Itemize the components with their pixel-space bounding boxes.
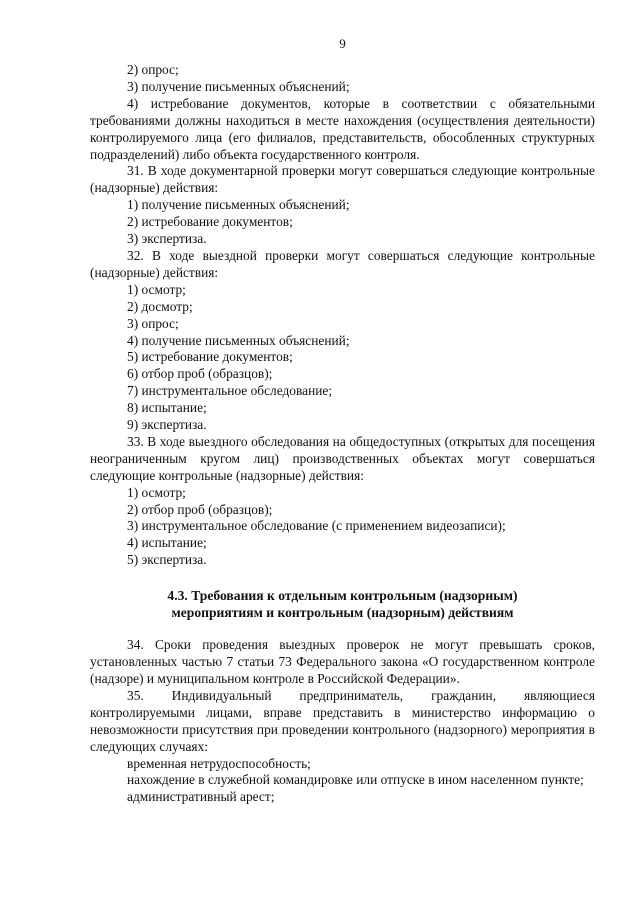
list-item: 7) инструментальное обследование; — [127, 383, 333, 399]
section-heading-line-1: 4.3. Требования к отдельным контрольным (надзорным) — [167, 588, 518, 604]
list-item: 4) истребование документов, которые в соответствии с обязательными требованиями должны находиться в месте нахождения (осуществления деятельности) контролируемого лица (его филиалов, представительств, обособленных структурных подразделений) либо объекта государственного контроля. — [90, 95, 595, 162]
list-item: 3) экспертиза. — [127, 231, 207, 247]
paragraph-34: 34. Сроки проведения выездных проверок не могут превышать сроков, установленных частью 7 статьи 73 Федерального закона «О государственном контроле (надзоре) и муниципальном контроле в Российской Федерации». — [90, 637, 595, 686]
list-item: 3) опрос; — [127, 315, 179, 331]
paragraph-33: 33. В ходе выездного обследования на общедоступных (открытых для посещения неограниченным кругом лиц) производственных объектах могут совершаться следующие контрольные (надзорные) действия: — [90, 433, 595, 483]
list-item: 2) истребование документов; — [127, 214, 293, 230]
section-heading-line-2: мероприятиям и контрольным (надзорным) действиям — [171, 605, 514, 621]
list-item: временная нетрудоспособность; — [127, 755, 311, 771]
paragraph-32: 32. В ходе выездной проверки могут совершаться следующие контрольные (надзорные) действия: — [90, 247, 595, 280]
list-item: 2) досмотр; — [127, 298, 193, 314]
paragraph-31: 31. В ходе документарной проверки могут совершаться следующие контрольные (надзорные) действия: — [90, 163, 595, 196]
list-item: 1) получение письменных объяснений; — [127, 197, 350, 213]
document-body — [90, 62, 595, 806]
list-item: 8) испытание; — [127, 400, 207, 416]
paragraph-35: 35. Индивидуальный предприниматель, гражданин, являющиеся контролируемыми лицами, вправе представить в министерство информацию о невозможности присутствия при проведении контрольного (надзорного) мероприятия в следующих случаях: — [90, 687, 595, 754]
list-item: нахождение в служебной командировке или отпуске в ином населенном пункте; — [127, 772, 584, 788]
list-item: 9) экспертиза. — [127, 417, 207, 433]
list-item: 3) инструментальное обследование (с применением видеозаписи); — [127, 518, 506, 534]
list-item: 5) истребование документов; — [127, 349, 293, 365]
list-item: 4) испытание; — [127, 535, 207, 551]
list-item: 1) осмотр; — [127, 281, 186, 297]
page-number: 9 — [339, 36, 346, 51]
list-item: 2) опрос; — [127, 62, 179, 77]
list-item: 1) осмотр; — [127, 484, 186, 500]
list-item: 3) получение письменных объяснений; — [127, 78, 350, 94]
list-item: 4) получение письменных объяснений; — [127, 332, 350, 348]
section-heading — [90, 587, 595, 621]
list-item: 5) экспертиза. — [127, 552, 207, 568]
list-item: 2) отбор проб (образцов); — [127, 501, 273, 517]
list-item: 6) отбор проб (образцов); — [127, 366, 273, 382]
list-item: административный арест; — [127, 789, 275, 805]
